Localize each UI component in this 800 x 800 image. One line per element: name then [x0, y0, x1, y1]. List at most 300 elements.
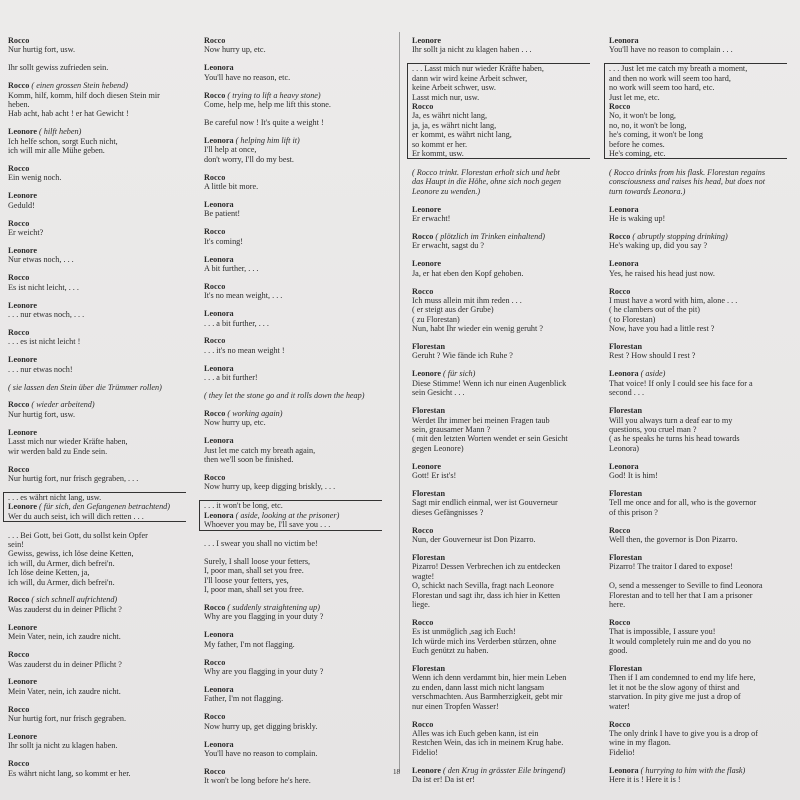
- text-line: let it not be the slow agony of thirst and: [609, 682, 740, 692]
- speaker-name: Florestan: [609, 664, 643, 674]
- text-line: Here it is ! Here it is !: [609, 775, 681, 785]
- dialogue-block: [8, 531, 186, 587]
- speaker-name: Leonora: [204, 510, 234, 520]
- text-line: dann wir wird keine Arbeit schwer,: [412, 73, 528, 83]
- speaker-line: [609, 232, 787, 241]
- dialogue-block: [412, 462, 590, 481]
- english-column-right: [609, 36, 787, 793]
- text-line: er kommt, es währt nicht lang,: [412, 130, 512, 140]
- text-line: Why are you flagging in your duty ?: [204, 667, 324, 677]
- text-line: He's coming, etc.: [609, 148, 666, 158]
- german-column-right: [412, 36, 590, 793]
- text-line: ( sie lassen den Stein über die Trümmer rollen): [8, 382, 162, 392]
- dialogue-block: [8, 36, 186, 55]
- dialogue-block: [204, 500, 382, 530]
- speaker-line: [412, 618, 590, 627]
- speaker-name: Rocco: [412, 617, 434, 627]
- page-gutter: [399, 32, 400, 772]
- speaker-name: Leonore: [412, 461, 441, 471]
- dialogue-block: [609, 720, 787, 758]
- text-line: The only drink I have to give you is a drop of: [609, 728, 758, 738]
- speaker-name: Florestan: [609, 552, 643, 562]
- dialogue-block: [412, 205, 590, 224]
- text-line: . . . I swear you shall no victim be!: [204, 539, 318, 549]
- speaker-name: Leonore: [8, 355, 37, 365]
- simultaneous-passage: [199, 500, 382, 530]
- speaker-line: [609, 526, 787, 535]
- text-line: . . . Lasst mich nur wieder Kräfte haben,: [412, 64, 544, 74]
- speaker-line: [8, 623, 186, 632]
- dialogue-block: [204, 282, 382, 301]
- text-line: [609, 572, 787, 581]
- speaker-line: [412, 232, 590, 241]
- text-line: ( as he speaks he turns his head towards: [609, 434, 740, 444]
- speaker-line: [204, 630, 382, 639]
- dialogue-block: [204, 409, 382, 428]
- dialogue-block: [412, 369, 590, 397]
- speaker-line: [204, 63, 382, 72]
- dialogue-block: [8, 759, 186, 778]
- dialogue-block: [609, 63, 787, 159]
- text-line: ich will, du Armer, dich befrei'n.: [8, 558, 115, 568]
- text-line: Now hurry up, keep digging briskly, . . .: [204, 482, 336, 492]
- speaker-line: [609, 766, 787, 775]
- text-line: ich will mir alle Mühe geben.: [8, 146, 105, 156]
- speaker-line: [412, 369, 590, 378]
- text-line: then we'll soon be finished.: [204, 455, 294, 465]
- speaker-line: [609, 553, 787, 562]
- text-line: You'll have no reason, etc.: [204, 72, 291, 82]
- speaker-line: [412, 553, 590, 562]
- text-line: Fidelio!: [412, 747, 438, 757]
- speaker-name: Leonora: [609, 461, 639, 471]
- speaker-line: [8, 677, 186, 686]
- text-line: ( they let the stone go and it rolls down the heap): [204, 391, 365, 401]
- dialogue-block: [609, 664, 787, 711]
- text-line: Lasst mich nur, usw.: [412, 92, 480, 102]
- text-line: I'll help at once,: [204, 145, 257, 155]
- text-line: . . . es währt nicht lang, usw.: [8, 492, 102, 502]
- speaker-name: Leonore: [412, 259, 441, 269]
- stage-direction-inline: ( wieder arbeitend): [31, 400, 95, 410]
- dialogue-block: [609, 232, 787, 251]
- text-line: I, poor man, shall set you free.: [204, 585, 304, 595]
- speaker-line: [412, 489, 590, 498]
- speaker-line: [204, 473, 382, 482]
- text-line: I must have a word with him, alone . . .: [609, 295, 738, 305]
- dialogue-block: [8, 428, 186, 456]
- speaker-line: [204, 309, 382, 318]
- dialogue-block: [609, 618, 787, 656]
- speaker-line: [204, 336, 382, 345]
- dialogue-block: [609, 766, 787, 785]
- text-line: Pizarro! Dessen Verbrechen ich zu entdecken: [412, 562, 561, 572]
- text-line: . . . it won't be long, etc.: [204, 501, 283, 511]
- text-line: . . . nur etwas noch, . . .: [8, 310, 85, 320]
- stage-direction: [609, 168, 787, 196]
- text-line: Ihr sollt gewiss zufrieden sein.: [8, 63, 109, 73]
- speaker-line: [412, 205, 590, 214]
- page-number: 18: [393, 768, 400, 776]
- text-line: Ihr sollt ja nicht zu klagen haben.: [8, 741, 118, 751]
- dialogue-block: [8, 650, 186, 669]
- text-line: Hab acht, hab acht ! er hat Gewicht !: [8, 109, 129, 119]
- text-line: no, no, it won't be long,: [609, 120, 687, 130]
- text-line: ( zu Florestan): [412, 314, 460, 324]
- speaker-name: Florestan: [609, 342, 643, 352]
- dialogue-block: [204, 557, 382, 595]
- speaker-name: Leonora: [204, 739, 234, 749]
- speaker-name: Leonora: [204, 254, 234, 264]
- text-line: Ihr sollt ja nicht zu klagen haben . . .: [412, 45, 532, 55]
- text-line: wagte!: [412, 571, 435, 581]
- text-line: Nur etwas noch, . . .: [8, 255, 74, 265]
- dialogue-block: [8, 705, 186, 724]
- text-line: Ich würde mich ins Verderben stürzen, ohne: [412, 636, 557, 646]
- speaker-line: [204, 173, 382, 182]
- speaker-line: [204, 255, 382, 264]
- stage-direction-inline: ( sich schnell aufrichtend): [31, 595, 118, 605]
- dialogue-block: [8, 328, 186, 347]
- speaker-line: [609, 369, 787, 378]
- stage-direction-inline: ( für sich): [443, 369, 476, 379]
- dialogue-block: [412, 489, 590, 517]
- text-line: No, it won't be long,: [609, 111, 676, 121]
- speaker-name: Rocco: [609, 286, 631, 296]
- text-line: Will you always turn a deaf ear to my: [609, 415, 733, 425]
- text-line: Er weicht?: [8, 228, 44, 238]
- speaker-name: Rocco: [609, 101, 631, 111]
- dialogue-block: [609, 489, 787, 517]
- text-line: . . . it's no mean weight !: [204, 345, 285, 355]
- text-line: Wenn ich denn verdammt bin, hier mein Leben: [412, 673, 567, 683]
- text-line: Whoever you may be, I'll save you . . .: [204, 520, 331, 530]
- dialogue-block: [609, 526, 787, 545]
- text-line: questions, you cruel man ?: [609, 424, 697, 434]
- dialogue-block: [8, 246, 186, 265]
- text-line: God! It is him!: [609, 471, 658, 481]
- dialogue-block: [204, 91, 382, 110]
- speaker-name: Leonore: [412, 204, 441, 214]
- speaker-line: [412, 766, 590, 775]
- dialogue-block: [204, 603, 382, 622]
- dialogue-block: [412, 664, 590, 711]
- speaker-name: Leonore: [8, 502, 37, 512]
- speaker-line: [204, 409, 382, 418]
- speaker-name: Leonora: [204, 363, 234, 373]
- stage-direction: [412, 168, 590, 196]
- dialogue-block: [412, 232, 590, 251]
- speaker-name: Leonore: [8, 191, 37, 201]
- text-line: and then no work will seem too hard,: [609, 73, 731, 83]
- speaker-line: [8, 36, 186, 45]
- text-line: Komm, hilf, komm, hilf doch diesen Stein mir: [8, 90, 160, 100]
- dialogue-block: [8, 623, 186, 642]
- text-line: Rest ? How should I rest ?: [609, 351, 696, 361]
- text-line: It would completely ruin me and do you no: [609, 636, 751, 646]
- speaker-line: [609, 342, 787, 351]
- text-line: Come, help me, help me lift this stone.: [204, 100, 331, 110]
- stage-direction-inline: ( helping him lift it): [235, 135, 300, 145]
- speaker-name: Leonora: [609, 765, 639, 775]
- speaker-name: Rocco: [412, 719, 434, 729]
- text-line: It's no mean weight, . . .: [204, 291, 283, 301]
- speaker-line: [204, 364, 382, 373]
- speaker-line: [204, 227, 382, 236]
- speaker-name: Leonora: [204, 685, 234, 694]
- speaker-line: [412, 406, 590, 415]
- speaker-line: [8, 219, 186, 228]
- speaker-name: Leonora: [204, 135, 234, 145]
- text-line: You'll have no reason to complain . . .: [609, 45, 733, 55]
- text-line: You'll have no reason to complain.: [204, 749, 318, 759]
- speaker-name: Leonore: [8, 246, 37, 255]
- text-line: Nun, der Gouverneur ist Don Pizarro.: [412, 535, 536, 545]
- speaker-line: [8, 328, 186, 337]
- speaker-name: Rocco: [204, 336, 226, 346]
- speaker-name: Leonore: [8, 300, 37, 310]
- speaker-name: Rocco: [412, 101, 434, 111]
- text-line: wir werden bald zu Ende sein.: [8, 446, 108, 456]
- speaker-name: Florestan: [412, 488, 446, 498]
- speaker-name: Florestan: [412, 664, 446, 674]
- text-line: Leonore zu wenden.): [412, 186, 481, 196]
- speaker-line: [412, 720, 590, 729]
- dialogue-block: [609, 205, 787, 224]
- text-line: Geduld!: [8, 200, 35, 210]
- dialogue-block: [609, 36, 787, 55]
- text-line: Geruht ? Wie fände ich Ruhe ?: [412, 351, 513, 361]
- dialogue-block: [8, 400, 186, 419]
- text-line: Er erwacht, sagst du ?: [412, 241, 485, 251]
- text-line: Diese Stimme! Wenn ich nur einen Augenblick: [412, 378, 567, 388]
- speaker-name: Leonore: [8, 127, 37, 137]
- dialogue-block: [8, 301, 186, 320]
- text-line: Ich helfe schon, sorgt Euch nicht,: [8, 136, 118, 146]
- speaker-line: [609, 406, 787, 415]
- speaker-line: [8, 732, 186, 741]
- text-line: das Haupt in die Höhe, ohne sich noch gegen: [412, 177, 561, 187]
- dialogue-block: [8, 273, 186, 292]
- speaker-line: [204, 767, 382, 776]
- speaker-line: [412, 664, 590, 673]
- speaker-line: [412, 36, 590, 45]
- text-line: ja, ja, es währt nicht lang,: [412, 120, 497, 130]
- text-line: Er kommt, usw.: [412, 148, 464, 158]
- speaker-name: Leonore: [8, 427, 37, 437]
- speaker-name: Leonora: [609, 36, 639, 45]
- text-line: keine Arbeit schwer, usw.: [412, 83, 496, 93]
- speaker-name: Leonora: [609, 369, 639, 379]
- speaker-line: [8, 81, 186, 90]
- text-line: Ja, er hat eben den Kopf gehoben.: [412, 268, 524, 278]
- speaker-name: Rocco: [8, 327, 30, 337]
- stage-direction-inline: ( den Krug in grösster Eile bringend): [443, 765, 566, 775]
- dialogue-block: [609, 369, 787, 397]
- speaker-line: [609, 618, 787, 627]
- speaker-name: Rocco: [204, 408, 226, 418]
- text-line: no work will seem too hard, etc.: [609, 83, 715, 93]
- text-line: O, schickt nach Sevilla, fragt nach Leonore: [412, 581, 554, 591]
- text-line: Wer du auch seist, ich will dich retten . . .: [8, 511, 144, 521]
- text-line: Werdet Ihr immer bei meinen Fragen taub: [412, 415, 550, 425]
- speaker-name: Leonora: [204, 63, 234, 73]
- text-line: don't worry, I'll do my best.: [204, 154, 294, 164]
- speaker-line: [8, 502, 186, 511]
- text-line: Nur hurtig fort, nur frisch gegraben.: [8, 714, 126, 724]
- text-line: dieses Gefängnisses ?: [412, 507, 484, 517]
- text-line: Nur hurtig fort, nur frisch gegraben, . . .: [8, 473, 139, 483]
- text-line: ( Rocco drinks from his flask. Florestan regains: [609, 167, 766, 177]
- speaker-line: [8, 246, 186, 255]
- dialogue-block: [204, 473, 382, 492]
- speaker-line: [204, 200, 382, 209]
- dialogue-block: [8, 732, 186, 751]
- text-line: Restchen Wein, das ich in meinem Krug habe.: [412, 738, 564, 748]
- text-line: Es ist nicht leicht, . . .: [8, 282, 79, 292]
- text-line: It won't be long before he's here.: [204, 776, 311, 786]
- speaker-name: Rocco: [8, 36, 30, 45]
- speaker-line: [412, 342, 590, 351]
- speaker-line: [204, 511, 382, 520]
- text-line: . . . Just let me catch my breath a moment,: [609, 64, 748, 74]
- dialogue-block: [609, 259, 787, 278]
- speaker-line: [8, 759, 186, 768]
- dialogue-block: [412, 342, 590, 361]
- speaker-name: Rocco: [8, 595, 30, 605]
- text-line: Leonora): [609, 443, 640, 453]
- speaker-line: [8, 400, 186, 409]
- dialogue-block: [412, 553, 590, 609]
- stage-direction-inline: ( suddenly straightening up): [227, 603, 320, 613]
- dialogue-block: [204, 685, 382, 704]
- speaker-name: Florestan: [609, 488, 643, 498]
- dialogue-block: [8, 677, 186, 696]
- text-line: ( mit den letzten Worten wendet er sein Gesicht: [412, 434, 568, 444]
- speaker-name: Rocco: [204, 172, 226, 182]
- text-line: Nur hurtig fort, usw.: [8, 409, 76, 419]
- text-line: That voice! If only I could see his face for a: [609, 378, 753, 388]
- dialogue-block: [412, 259, 590, 278]
- speaker-line: [204, 740, 382, 749]
- stage-direction-inline: ( hilft heben): [39, 127, 82, 137]
- english-column-left: [204, 36, 382, 794]
- speaker-line: [609, 664, 787, 673]
- speaker-name: Rocco: [8, 464, 30, 474]
- text-line: ( Rocco trinkt. Florestan erholt sich und hebt: [412, 167, 560, 177]
- text-line: Then if I am condemned to end my life here,: [609, 673, 756, 683]
- text-line: It's coming!: [204, 236, 243, 246]
- text-line: Er erwacht!: [412, 214, 451, 223]
- dialogue-block: [609, 287, 787, 334]
- text-line: I, poor man, shall set you free.: [204, 566, 304, 576]
- text-line: turn towards Leonora.): [609, 186, 686, 196]
- text-line: Just let me catch my breath again,: [204, 445, 316, 455]
- german-column-left: [8, 36, 186, 787]
- speaker-name: Rocco: [204, 766, 226, 776]
- speaker-name: Leonora: [609, 204, 639, 214]
- text-line: before he comes.: [609, 139, 665, 149]
- dialogue-block: [8, 164, 186, 183]
- dialogue-block: [204, 740, 382, 759]
- speaker-line: [204, 91, 382, 100]
- stage-direction-inline: ( für sich, den Gefangenen betrachtend): [39, 502, 170, 512]
- stage-direction-inline: ( hurrying to him with the flask): [640, 765, 746, 775]
- text-line: Surely, I shall loose your fetters,: [204, 556, 311, 566]
- dialogue-block: [204, 309, 382, 328]
- text-line: he's coming, it won't be long: [609, 130, 703, 140]
- speaker-line: [412, 462, 590, 471]
- text-line: Now hurry up, etc.: [204, 418, 266, 428]
- text-line: Be careful now ! It's quite a weight !: [204, 117, 324, 127]
- dialogue-block: [412, 766, 590, 785]
- text-line: He is waking up!: [609, 214, 666, 223]
- text-line: . . . nur etwas noch!: [8, 364, 73, 374]
- text-line: liege.: [412, 600, 430, 609]
- speaker-name: Leonora: [204, 309, 234, 319]
- speaker-line: [609, 102, 787, 111]
- speaker-name: Rocco: [8, 704, 30, 714]
- text-line: Now, have you had a little rest ?: [609, 324, 715, 334]
- speaker-name: Rocco: [609, 617, 631, 627]
- dialogue-block: [412, 526, 590, 545]
- dialogue-block: [204, 200, 382, 219]
- speaker-line: [609, 287, 787, 296]
- text-line: Alles was ich Euch geben kann, ist ein: [412, 728, 539, 738]
- dialogue-block: [8, 492, 186, 522]
- text-line: ich will, du Armer, dich befrei'n.: [8, 577, 115, 587]
- dialogue-block: [609, 462, 787, 481]
- text-line: ( he clambers out of the pit): [609, 305, 700, 315]
- text-line: Ja, es währt nicht lang,: [412, 111, 488, 121]
- speaker-line: [412, 102, 590, 111]
- text-line: Ich löse deine Ketten, ja,: [8, 568, 90, 578]
- text-line: consciousness and raises his head, but does not: [609, 177, 766, 187]
- speaker-line: [204, 658, 382, 667]
- text-line: Mein Vater, nein, ich zaudre nicht.: [8, 686, 121, 696]
- speaker-line: [8, 127, 186, 136]
- speaker-name: Rocco: [412, 286, 434, 296]
- text-line: . . . es ist nicht leicht !: [8, 337, 81, 347]
- speaker-name: Rocco: [8, 759, 30, 769]
- text-line: A bit further, . . .: [204, 263, 259, 273]
- speaker-name: Rocco: [204, 281, 226, 291]
- stage-direction-inline: ( working again): [227, 408, 283, 418]
- dialogue-block: [609, 342, 787, 361]
- dialogue-block: [204, 539, 382, 548]
- speaker-line: [204, 685, 382, 694]
- dialogue-block: [8, 81, 186, 119]
- text-line: zu enden, dann lasst mich nicht langsam: [412, 682, 545, 692]
- dialogue-block: [8, 219, 186, 238]
- text-line: O, send a messenger to Seville to find Leonora: [609, 581, 763, 591]
- speaker-name: Florestan: [412, 406, 446, 416]
- speaker-line: [8, 191, 186, 200]
- text-line: Es ist unmöglich ,sag ich Euch!: [412, 627, 516, 637]
- dialogue-block: [204, 36, 382, 55]
- text-line: good.: [609, 646, 628, 656]
- speaker-line: [8, 164, 186, 173]
- text-line: Es währt nicht lang, so kommt er her.: [8, 768, 131, 778]
- text-line: My father, I'm not flagging.: [204, 639, 295, 649]
- speaker-name: Leonore: [412, 369, 441, 379]
- stage-direction-inline: ( einen grossen Stein hebend): [31, 81, 128, 91]
- text-line: ( er steigt aus der Grube): [412, 305, 494, 315]
- stage-direction: [8, 383, 186, 392]
- speaker-name: Leonore: [8, 677, 37, 687]
- speaker-name: Rocco: [8, 218, 30, 228]
- speaker-name: Leonore: [8, 732, 37, 742]
